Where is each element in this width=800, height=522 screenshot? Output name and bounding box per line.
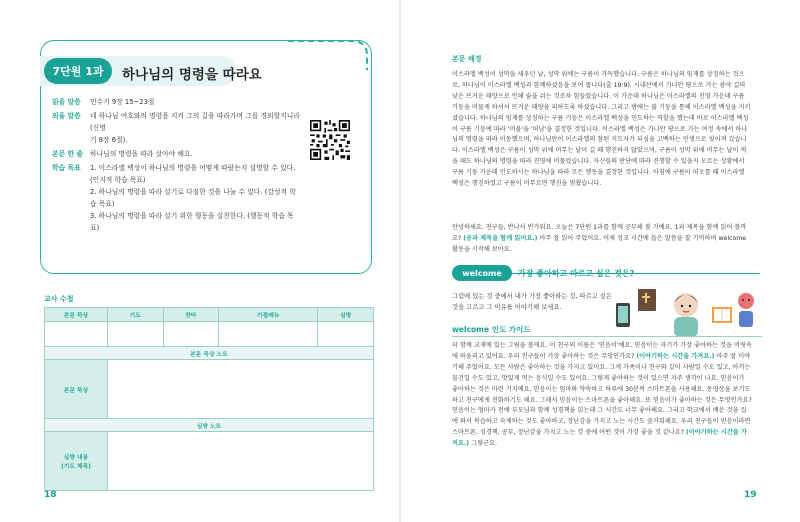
table-row-label-sub: (기도 제목): [61, 464, 91, 470]
table-row-label: [45, 432, 108, 491]
info-value: 2. 하나님의 명령을 따라 살기로 다짐한 것을 나눌 수 있다. (감성적 학습 목표): [90, 188, 296, 208]
guide-title: welcome 인도 가이드: [452, 325, 531, 334]
info-value: 1. 이스라엘 백성이 하나님의 명령을 어떻게 따랐는지 설명할 수 있다. (인지적 학습 목표): [90, 164, 296, 184]
dashed-decoration: [288, 40, 368, 70]
background-text: 이스라엘 백성이 성막을 세우던 날, 성막 위에는 구름이 가득했습니다. 구름은 하나님의 임재를 상징하는 것으로, 하나님이 이스라엘 백성과 함께하셨음을 보여 줍니다(출 19:9). 시내산에서 가나안 땅으로 가는 광야 길의 낮은 뜨거운 태양으로 인해 숨을 쉬는 것조차 힘들었습니다. 이 가운데 하나님은 이스라엘의 진영 가운데 구름 기둥을 머물게 하셔서 뜨거운 태양을 피하도록 하셨습니다. 그리고 밤에는 불 기둥을 통해 이스라엘 백성을 지키셨습니다. 하나님의 임재를 상징하는 구름 기둥은 이스라엘 백성을 인도하는 역할을 했는데 바로 이스라엘 백성이 구름 기둥에 따라 '머물'을 '떠남'을 결정한 것입니다. 이스라엘 백성은 가나안 땅으로 가는 여정 속에서 하나님의 명령을 따라 이동했으며, 하나님만이 이스라엘의 참된 지도자가 되심을 고백하는 인생으로 빚어져 갔습니다. 이스라엘 백성은 구름이 성막 위에 머무는 날이 길 때 행진하지 않았으며, 구름이 성막 위에 머무는 날이 적을 때도 하나님의 명령을 따라 진영에 머물렀습니다. 자신들의 판단에 따라 진행할 수 있을지 모르는 상황에서 구름 기둥 가운데 인도하시는 하나님을 따라 모든 행동을 결정한 것입니다. 아침에 구름이 떠오를 때 이스라엘 백성은 행진하였고 구름이 머무르면 행진을 멈췄습니다.: [452, 71, 751, 188]
info-row-goals: [52, 162, 302, 234]
lesson-info: [52, 96, 302, 236]
guide-highlight: (이야기하는 시간을 가져요.): [452, 429, 747, 448]
table-header: 심방: [318, 308, 374, 322]
intro-text-b: 아주 잘 읽어 주었어요. 이제 성교 시간에 들은 말씀을 잘 기억하며 welcome 활동을 시작해 보아요.: [452, 234, 747, 253]
book-spine: [399, 0, 401, 522]
book-icon: [712, 307, 732, 323]
guide-text-b: 아주 잘 이야기해 주었어요. 모든 사람은 좋아하는 것을 가지고 있어요. 그게 가족이나 친구와 같이 사람일 수도 있고, 아끼는 물건일 수도 있고, 맛있게 먹는 음식일 수도 있어요. 그렇게 좋아하는 것이 있으면 자주 생각이 나요. 믿음이가 좋아하는 것은 마련 거지예요. 믿음이는 엄마와 약속하고 하루에 30분씩 스마트폰을 사용해요. 동영상을 보기도 하고 친구에게 전화하기도 해요. 그래서 믿음이는 스마트폰을 좋아해요. 또 믿음이가 좋아하는 것은 무엇인가요? 믿음이는 엄마가 전에 부모님과 함께 성경책을 읽는데 그 시간도 너무 좋아해요. 그리고 학교에서 배운 것을 집에 와서 복습하고 숙제하는 것도 좋아하고, 장난감을 가지고 노는 시간도 즐거워해요. 우리 친구들이 믿음이라면 스마트폰, 성경책, 공부, 장난감을 가지고 노는 것 중에 어떤 것이 가장 좋을 것 같나요?: [452, 352, 752, 437]
welcome-text: 그림에 있는 것 중에서 내가 가장 좋아하는 것, 따르고 싶은 것을 고르고 그 이유를 이야기해 보세요.: [452, 293, 612, 311]
info-key: 외울 말씀: [52, 112, 81, 120]
guide-highlight: (이야기하는 시간을 가져요.): [636, 352, 715, 360]
info-value: 하나님의 명령을 따라 살아야 해요.: [90, 150, 193, 158]
table-section-header: 본문 묵상 노트: [45, 347, 374, 360]
table-cell[interactable]: [108, 360, 374, 419]
info-row-reading: [52, 96, 302, 108]
guide-text-c: 그렇군요.: [469, 440, 497, 448]
table-header: 본문 묵상: [45, 308, 108, 322]
intro-highlight: (공과 제목을 함께 읽어요.): [463, 234, 538, 242]
lesson-title: 하나님의 명령을 따라요: [122, 67, 262, 83]
qr-code-icon[interactable]: [310, 120, 350, 160]
phone-icon: [616, 303, 630, 327]
intro-text: [452, 223, 752, 256]
guide-text-a: 더 함께 교재에 있는 그림을 볼게요. 이 친구의 이름은 '믿음이'예요. 믿음이는 자기가 가장 좋아하는 것을 머릿속에 떠올리고 있어요. 우리 친구들이 가장 좋아하는 것은 무엇인가요?: [452, 342, 752, 360]
page-number-left: 18: [44, 490, 57, 500]
info-value: 3. 하나님의 명령을 따라 살기 위한 행동을 실천한다. (행동적 학습 목표): [90, 212, 294, 232]
table-header: 찬타: [163, 308, 219, 322]
page-number-right: 19: [744, 490, 757, 500]
info-row-summary: [52, 148, 302, 160]
info-key: 본문 한 줄: [52, 150, 83, 158]
table-cell[interactable]: [108, 432, 374, 491]
teacher-notes-label: 교사 수첩: [44, 295, 74, 303]
info-value: 기 8장 6절).: [90, 136, 128, 144]
table-header: 기도: [108, 308, 164, 322]
toy-icon: [738, 293, 754, 327]
table-row-label-main: 심방 내용: [63, 455, 89, 461]
welcome-title: 가장 좋아하고 따르고 싶은 것은?: [518, 269, 635, 278]
table-header: 가접메뉴: [219, 308, 318, 322]
lesson-badge: 7단원 1과: [44, 58, 112, 84]
welcome-illustration: [612, 283, 760, 339]
welcome-badge: welcome: [452, 265, 512, 281]
child-icon: [674, 293, 698, 337]
guide-text: [452, 341, 752, 450]
info-key: 읽을 말씀: [52, 98, 81, 106]
info-key: 학습 목표: [52, 164, 81, 172]
table-row-label: 본문 묵상: [45, 360, 108, 419]
info-value: 민수기 9장 15~23절: [90, 98, 155, 106]
bible-icon: [638, 289, 656, 311]
background-label: 본문 배경: [452, 55, 482, 63]
teacher-table: [44, 307, 374, 491]
info-value: 네 하나님 여호와의 명령을 지켜 그의 길을 따라가며 그를 경외할지니라(신명: [90, 112, 300, 132]
info-row-memory: [52, 110, 302, 146]
intro-text-a: 안녕하세요. 친구들, 반나서 반가워요. 오늘은 7단원 1과를 함께 공부해 볼 거예요. 1과 제목을 함께 읽어 볼까요?: [452, 224, 747, 242]
guide-divider: [452, 336, 762, 337]
table-section-header: 심방 노트: [45, 419, 374, 432]
